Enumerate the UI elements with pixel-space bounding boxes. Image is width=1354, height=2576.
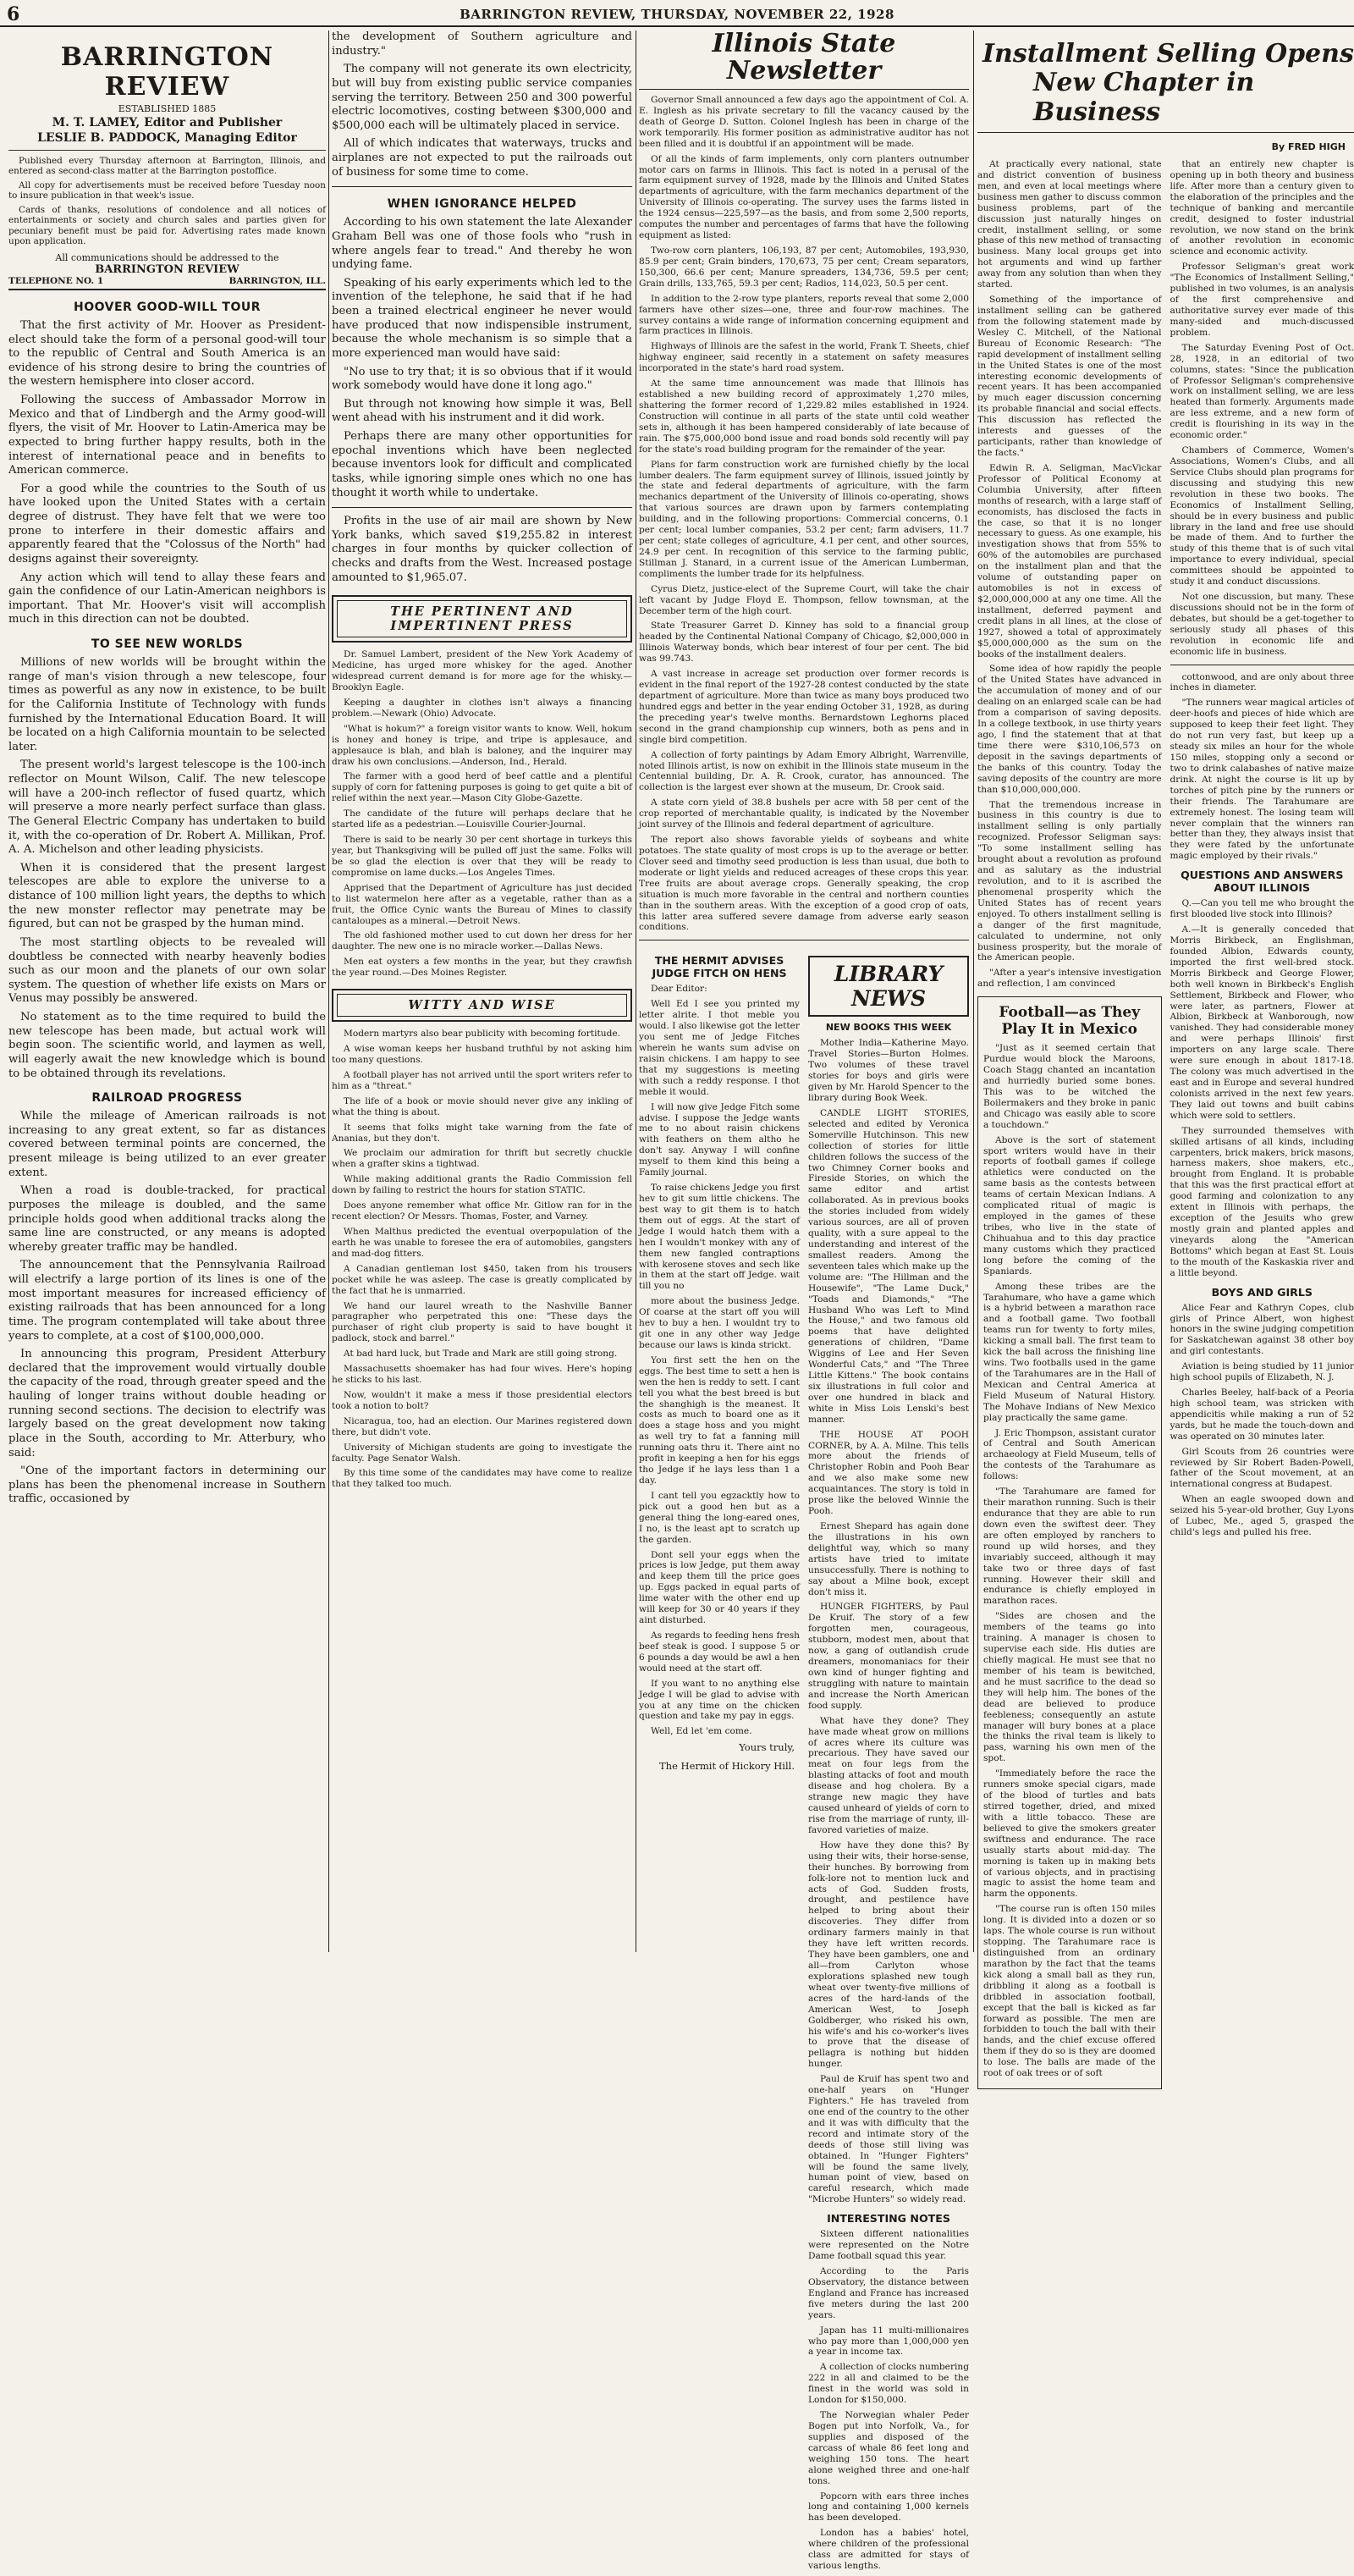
paragraph: But through not knowing how simple it was, Bell went ahead with his instrument and it did work.: [332, 398, 632, 426]
masthead-telephone-row: [8, 276, 326, 290]
mexico-football-box: [977, 996, 1162, 2089]
running-head: [0, 3, 1354, 27]
paragraph: "Immediately before the race the runners smoke special cigars, made of the blood of turtles and bats stirred together, dried, and mixed with a little tobacco. These are believed to give the smokers greater swiftness and endurance. The race usually starts about mid-day. The morning is taken up in making bets of various objects, and in practising magic to assist the home team and harm the opponents.: [983, 1768, 1156, 1900]
paragraph: Charles Beeley, half-back of a Peoria high school team, was stricken with appendicitis while making a run of 52 yards, but he made the touch-down and was operated on 30 minutes later.: [1170, 1387, 1354, 1442]
article-new-worlds: [8, 656, 326, 1081]
paragraph: A vast increase in acreage set production over former records is evident in the final report of the 1927-28 contest conducted by the state department of agriculture. More than twice as many boys produced two hundred eggs and better in the year ending October 31, 1928, as during the preceding year's twelve months. Bernardstown Leghorns placed second in the grand championship cup winners, both as pens and in single bird competition.: [639, 669, 969, 745]
paragraph: Perhaps there are many other opportunities for epochal inventions which have been neglected because inventors look for difficult and complicated tasks, while ignoring simple ones which no one has thought it worth while to undertake.: [332, 430, 632, 500]
paragraph: "Just as it seemed certain that Purdue would block the Maroons, Coach Stagg chanted an incantation and hurriedly buried some bones. This was to be witched the Boilermakers and they broke in panic and Chicago was easily able to score a touchdown.": [983, 1043, 1156, 1130]
column-1: [8, 30, 326, 1952]
article-heading: BOYS AND GIRLS: [1170, 1286, 1354, 1299]
library-news-heading: LIBRARY NEWS: [808, 956, 969, 1017]
quip: It seems that folks might take warning from the fate of Ananias, but they don't.: [332, 1123, 632, 1145]
article-heading: RAILROAD PROGRESS: [8, 1091, 326, 1105]
masthead-note: All copy for advertisements must be received before Tuesday noon to insure publication in that week's issue.: [8, 180, 326, 201]
library-subheading: NEW BOOKS THIS WEEK: [808, 1022, 969, 1033]
page-number: 6: [7, 3, 19, 25]
newsletter-title: Illinois State: [639, 30, 969, 58]
column-4: [977, 30, 1354, 1952]
paragraph: The Saturday Evening Post of Oct. 28, 1928, in an editorial of two columns, states: "Since the publication of Professor Seligman's comprehensive work on installment selling, we are less heated than formerly. Arguments made are less extreme, and a new form of credit is flourishing in its way in the economic order.": [1170, 343, 1354, 441]
quip: University of Michigan students are going to investigate the faculty. Page Senator Walsh.: [332, 1442, 632, 1465]
letter-signature: The Hermit of Hickory Hill.: [644, 1760, 795, 1772]
paragraph: The most startling objects to be revealed will doubtless be connected with nearby heavenly bodies such as our moon and the planets of our own solar system. The question of whether life exists on Mars or Venus may possibly be answered.: [8, 936, 326, 1007]
paragraph: What have they done? They have made wheat grow on millions of acres where its culture was precarious. They have saved our meat on four legs from the blasting attacks of foot and mouth disease and hog cholera. By a strange new magic they have caused unheard of yields of corn to rise from the marriage of runty, ill-favored varieties of maize.: [808, 1716, 969, 1836]
quip: The candidate of the future will perhaps declare that he started life as a pedestrian.—Louisville Courier-Journal.: [332, 808, 632, 830]
article-ignorance: [332, 216, 632, 500]
box-title: Football—as They Play It in Mexico: [983, 1004, 1156, 1038]
paragraph: Cyrus Dietz, justice-elect of the Supreme Court, will take the chair left vacant by Judge Floyd E. Thompson, fellow townsman, at the December term of the high court.: [639, 584, 969, 617]
quip: The old fashioned mother used to cut down her dress for her daughter. The new one is no miracle worker.—Dallas News.: [332, 930, 632, 952]
quip: Apprised that the Department of Agriculture has just decided to list watermelon here after as a vegetable, rather than as a fruit, the Office Cynic wants the Bureau of Mines to classify cantaloupes as a mineral.—Detroit News.: [332, 883, 632, 927]
paragraph: State Treasurer Garret D. Kinney has sold to a financial group headed by the Continental National Company of Chicago, $2,000,000 in Illinois Waterway bonds, which bear interest of four per cent. The bid was 99.743.: [639, 621, 969, 665]
paragraph: While the mileage of American railroads is not increasing to any great extent, so far as distances covered between terminal points are concerned, the present mileage is being utilized to an ever greater extent.: [8, 1110, 326, 1180]
installment-left: [977, 159, 1162, 2096]
quip: Keeping a daughter in clothes isn't always a financing problem.—Newark (Ohio) Advocate.: [332, 698, 632, 720]
paragraph: To raise chickens Jedge you first hev to git sum little chickens. The best way to git them is to hatch them out of eggs. At the start of Jedge I would hatch them with a hen I wouldn't monkey with any of them new fangled contraptions with kerosene stoves and sech like in them at the start off Jedge. wait till you no: [639, 1183, 800, 1292]
paragraph: Well, Ed let 'em come.: [639, 1726, 800, 1737]
paragraph: I will now give Jedge Fitch some advise. I suppose the Jedge wants me to no about raisin chickens with feathers on them altho he don't say. Anyway I will confine myself to them kind this being a Family journal.: [639, 1102, 800, 1178]
quip: There is said to be nearly 30 per cent shortage in turkeys this year, but Thanksgiving will be pulled off just the same. Folks will be so glad the election is over that they will be ready to compromise on lame ducks.—Los Angeles Times.: [332, 835, 632, 879]
paragraph: "The runners wear magical articles of deer-hoofs and pieces of hide which are supposed to keep their feet light. They do not run very fast, but keep up a steady six miles an hour for the whole 150 miles, stopping only a second or two to drink calabashes of native maize drink. At night the course is lit up by torches of pitch pine by the runners or their friends. The Tarahumare are extremely honest. The losing team will never complain that the winners ran better than they, they always insist that they were fated by the unfortunate magic employed by their rivals.": [1170, 698, 1354, 862]
quip: Men eat oysters a few months in the year, but they crawfish the year round.—Des Moines Register.: [332, 957, 632, 979]
divider: [332, 507, 632, 508]
quip: The farmer with a good herd of beef cattle and a plentiful supply of corn for fattening purposes is going to get quite a bit of relief within the next year.—Mason City Globe-Gazette.: [332, 771, 632, 804]
article-heading: WHEN IGNORANCE HELPED: [332, 197, 632, 211]
paragraph: Something of the importance of installment selling can be gathered from the following statement made by Wesley C. Mitchell, of the National Bureau of Economic Research: "The rapid development of installment selling in the United States is one of the most interesting economic developments of recent years. It has been accompanied by much eager discussion concerning its probable financial and social effects. This discussion has reflected the interests and guesses of the participants, rather than knowledge of the facts.": [977, 295, 1162, 459]
article-railroad-continued: [332, 30, 632, 179]
paragraph: A state corn yield of 38.8 bushels per acre with 58 per cent of the crop reported of merchantable quality, is indicated by the November joint survey of the Illinois and federal department of agriculture.: [639, 797, 969, 830]
column-2: [332, 30, 632, 1952]
paragraph: Paul de Kruif has spent two and one-half years on "Hunger Fighters." He has traveled from one end of the country to the other and it was with difficulty that the record and intimate story of the deeds of those still living was obtained. In "Hunger Fighters" will be found the same lively, human point of view, based on careful research, which made "Microbe Hunters" so widely read.: [808, 2074, 969, 2205]
paragraph: Chambers of Commerce, Women's Associations, Women's Clubs, and all Service Clubs should plan programs for discussing and studying this new revolution in these two books. The Economics of Installment Selling, should be in every business and public library in the land and free use should be made of them. And to further the study of this theme that is of such vital importance to every individual, special committees should be appointed to study it and conduct discussions.: [1170, 445, 1354, 587]
quip: By this time some of the candidates may have come to realize that they talked too much.: [332, 1468, 632, 1490]
paragraph: A collection of forty paintings by Adam Emory Albright, Warrenville, noted Illinois artist, is now on exhibit in the Illinois state museum in the Centennial building, Dr. A. R. Crook, curator, has announced. The collection is the largest ever shown at the museum, Dr. Crook said.: [639, 750, 969, 794]
paragraph: Any action which will tend to allay these fears and gain the confidence of our Latin-American neighbors is important. That Mr. Hoover's visit will accomplish much in this direction can not be doubted.: [8, 571, 326, 628]
paragraph: the development of Southern agriculture and industry.": [332, 30, 632, 58]
paragraph: According to the Paris Observatory, the distance between England and France has increased five meters during the last 200 years.: [808, 2266, 969, 2321]
newsletter-header: [639, 30, 969, 90]
masthead-editor: M. T. LAMEY, Editor and Publisher: [52, 116, 283, 130]
paragraph: The Norwegian whaler Peder Bogen put into Norfolk, Va., for supplies and disposed of the carcass of whale 86 feet long and weighing 150 tons. The heart alone weighed three and one-half tons.: [808, 2410, 969, 2486]
paragraph: more about the business Jedge. Of coarse at the start off you will hev to buy a hen. I wouldnt try to git one in any other way Jedge because our laws is kinda strickt.: [639, 1296, 800, 1351]
masthead-established: ESTABLISHED 1885: [8, 103, 326, 114]
quip: Does anyone remember what office Mr. Gitlow ran for in the recent election? Or Messrs. Thomas, Foster, and Varney.: [332, 1200, 632, 1222]
article-heading: INTERESTING NOTES: [808, 2212, 969, 2225]
quip: A football player has not arrived until the sport writers refer to him as a "threat.": [332, 1070, 632, 1092]
paragraph: Above is the sort of statement sport writers would have in their reports of football games if college athletics were conducted on the same basis as the contests between teams of certain Mexican Indians. A complicated ritual of magic is employed in the games of these tribes, who live in the state of Chihuahua and to this day practice many customs which they practiced long before the coming of the Spaniards.: [983, 1135, 1156, 1277]
byline: By FRED HIGH: [977, 141, 1346, 152]
installment-body: [977, 159, 1354, 2096]
headline: New Chapter in Business: [1033, 69, 1354, 127]
masthead-address: [8, 252, 326, 276]
article-heading: HOOVER GOOD-WILL TOUR: [8, 301, 326, 314]
paragraph: I cant tell you egzacktly how to pick out a good hen but as a general thing the long-eared ones, I no, is the least apt to scratch up the garden.: [639, 1491, 800, 1546]
paragraph: The report also shows favorable yields of soybeans and white potatoes. The state quality of most crops is up to the average or better. Clover seed and timothy seed production is less than usual, due both to moderate or light yields and reduced acreages of these crops this year. Tree fruits are about average crops. Generally speaking, the crop situation is much more favorable in the central and northern counties than in the southern areas. With the exception of a good crop of oats, this latter area suffered severe damage from adverse early season conditions.: [639, 835, 969, 933]
section-box-heading: [332, 989, 632, 1022]
paragraph: THE HOUSE AT POOH CORNER, by A. A. Milne. This tells more about the friends of Christopher Robin and Pooh Bear and we also make some new acquaintances. The story is told in prose like the beloved Winnie the Pooh.: [808, 1430, 969, 1517]
paragraph: Q.—Can you tell me who brought the first blooded live stock into Illinois?: [1170, 898, 1354, 920]
quip: A wise woman keeps her husband truthful by not asking him too many questions.: [332, 1044, 632, 1066]
paragraph: Millions of new worlds will be brought within the range of man's vision through a new telescope, four times as powerful as any now in existence, to be built for the California Institute of Technology with funds furnished by the International Education Board. It will be located on a high California mountain to be selected later.: [8, 656, 326, 754]
paragraph: When a road is double-tracked, for practical purposes the mileage is doubled, and the same principle holds good when additional tracks along the same line are constructed, or any means is adopted whereby greater traffic may be handled.: [8, 1184, 326, 1255]
paragraph: "After a year's intensive investigation and reflection, I am convinced: [977, 968, 1162, 990]
masthead-managing-editor: LESLIE B. PADDOCK, Managing Editor: [37, 131, 297, 145]
quip: Nicaragua, too, had an election. Our Marines registered down there, but didn't vote.: [332, 1416, 632, 1438]
paragraph: A collection of clocks numbering 222 in all and claimed to be the finest in the world was sold in London for $150,000.: [808, 2362, 969, 2406]
paragraph: Speaking of his early experiments which led to the invention of the telephone, he said that if he had been a trained electrical engineer he never would have produced that now indispensible instrument, because the whole mechanism is so simple that a more experienced man would have said:: [332, 277, 632, 361]
paragraph: "One of the important factors in determining our plans has been the phenomenal increase in Southern traffic, occasioned by: [8, 1465, 326, 1507]
quip: "What is hokum?" a foreign visitor wants to know. Well, hokum is honey and honey is tripe, and tripe is applesauce, and applesauce is blah, and blah is baloney, and the inquirer may draw his own conclusions.—Anderson, Ind., Herald.: [332, 724, 632, 768]
paragraph: The company will not generate its own electricity, but will buy from existing public service companies serving the territory. Between 250 and 300 powerful electric locomotives, costing between $300,000 and $500,000 each will be ultimately placed in service.: [332, 63, 632, 133]
paragraph: HUNGER FIGHTERS, by Paul De Kruif. The story of a few forgotten men, courageous, stubborn, modest men, about that now, a gang of outlandish crude dreamers, monomaniacs for their own kind of hunger fighting and struggling with nature to maintain and increase the North American food supply.: [808, 1602, 969, 1711]
paragraph: When an eagle swooped down and seized his 5-year-old brother, Guy Lyons of Lubec, Me., aged 5, grasped the child's legs and pulled his free.: [1170, 1494, 1354, 1538]
quip: Massachusetts shoemaker has had four wives. Here's hoping he sticks to his last.: [332, 1364, 632, 1386]
article-heading: QUESTIONS AND ANSWERS ABOUT ILLINOIS: [1170, 869, 1354, 894]
city: BARRINGTON, ILL.: [229, 276, 326, 286]
installment-header: [977, 39, 1354, 133]
paragraph: The announcement that the Pennsylvania Railroad will electrify a large portion of its lines is one of the most important measures for increased efficiency of existing railroads that has been announced for a long time. The program contemplated will take about three years to complete, at a cost of $100,000,000.: [8, 1259, 326, 1343]
paragraph: Well Ed I see you printed my letter alrite. I thot meble you would. I also likewise got the letter you sent me of Jedge Fitches wherein he wants sum advise on raisin chickens. I am happy to see that my suggestions is meeting with such a reddy response. I thot meble it would.: [639, 999, 800, 1097]
quip: Now, wouldn't it make a mess if those presidential electors took a notion to bolt?: [332, 1390, 632, 1412]
paragraph: J. Eric Thompson, assistant curator of Central and South American archaeology at Field Museum, tells of the contests of the Tarahumare as follows:: [983, 1428, 1156, 1483]
paragraph: As regards to feeding hens fresh beef steak is good. I suppose 5 or 6 pounds a day would be awl a hen would need at the start off.: [639, 1630, 800, 1674]
newsletter-body: [639, 95, 969, 933]
paragraph: that an entirely new chapter is opening up in both theory and business life. After more than a century given to the elaboration of the principles and the technique of banking and mercantile credit, designed to foster industrial revolution, we now stand on the brink of another revolution in economic science and economic activity.: [1170, 159, 1354, 257]
masthead: [8, 42, 326, 151]
paragraph: Some idea of how rapidly the people of the United States have advanced in the accumulation of money and of our dealing on an enlarged scale can be had from a comparison of saving deposits. In a college textbook, in use thirty years ago, I find the statement that at that time there were $310,106,573 on deposit in the savings departments of the banks of this country. Today the saving deposits of the country are more than $10,000,000,000.: [977, 664, 1162, 795]
paragraph: That the first activity of Mr. Hoover as President-elect should take the form of a personal good-will tour to the republic of Central and South America is an evidence of his strong desire to bring the countries of the western hemisphere into closer accord.: [8, 319, 326, 389]
installment-right: [1170, 159, 1354, 2096]
paragraph: "No use to try that; it is so obvious that if it would work somebody would have done it long ago.": [332, 366, 632, 394]
paragraph: Governor Small announced a few days ago the appointment of Col. A. E. Inglesh as his private secretary to fill the vacancy caused by the death of George D. Sutton. Colonel Inglesh has been in charge of the work temporarily. His former position as administrative auditor has not been filled and it is doubtful if an appointment will be made.: [639, 95, 969, 150]
paragraph: Edwin R. A. Seligman, MacVickar Professor of Political Economy at Columbia University, after fifteen months of research, with a large staff of economists, has disclosed the facts in the case, so that it is no longer necessary to guess. As one example, his investigation shows that from 55% to 60% of the automobiles are purchased on the installment plan and that the volume of outstanding paper on automobiles is not in excess of $2,000,000,000 at any one time. All the installment, deferred payment and credit plans in all lines, at the close of 1927, showed a total of approximately $5,000,000,000 as the sum on the books of the installment dealers.: [977, 463, 1162, 660]
paragraph: Highways of Illinois are the safest in the world, Frank T. Sheets, chief highway engineer, said recently in a statement on safety measures incorporated in the state's hard road system.: [639, 341, 969, 374]
paragraph: In announcing this program, President Atterbury declared that the improvement would virtually double the capacity of the road, through greater speed and the hauling of longer trains without double heading or running second sections. The decision to electrify was largely based on the great development now taking place in the South, according to Mr. Atterbury, who said:: [8, 1348, 326, 1460]
pertinent-press-items: [332, 649, 632, 979]
column-3: [639, 30, 969, 1952]
paragraph: Professor Seligman's great work "The Economics of Installment Selling," published in two volumes, is an analysis of the first comprehensive and authoritative survey ever made of this many-sided and much-discussed problem.: [1170, 262, 1354, 338]
column-rule: [973, 30, 974, 1952]
paragraph: According to his own statement the late Alexander Graham Bell was one of those fools who "rush in where angels fear to tread." And thereby he won undying fame.: [332, 216, 632, 273]
paragraph: A.—It is generally conceded that Morris Birkbeck, an Englishman, founded Albion, Edwards county, imported the first well-bred stock. Morris Birkbeck and George Flower, both well known in Birkbeck's English Settlement, Birkbeck and Flower, who were later, as partners, Flower at Albion, Birkbeck at Wanborough, now vanished. They had considerable money and were perhaps Illinois' first importers on any large scale. There were sure enough in about 1817-18. The colony was much advertised in the east and in Europe and several hundred colonists arrived in the next few years. They laid out towns and built cabins which were sold to settlers.: [1170, 924, 1354, 1122]
headline: Installment Selling Opens: [982, 39, 1354, 69]
section-title: WITTY AND WISE: [337, 994, 627, 1017]
paragraph: At the same time announcement was made that Illinois has established a new building record of approximately 1,270 miles, shattering the former record of 1,229.82 miles established in 1924. Construction will continue in all parts of the state until cold weather sets in, although it has been hampered considerably of late because of rain. The $75,000,000 bond issue and road bonds sold recently will pay for the state's road building program for the remainder of the year.: [639, 378, 969, 455]
masthead-note: Cards of thanks, resolutions of condolence and all notices of entertainments or society and church sales and parties given for pecuniary benefit must be paid for. Advertising rates made known upon application.: [8, 205, 326, 247]
paragraph: Among these tribes are the Tarahumare, who have a game which is a hybrid between a marathon race and a football game. Two football teams run for twenty to forty miles, kicking a small ball. The first team to kick the ball across the finishing line wins. Two footballs used in the game of the Tarahumares are in the Hall of Mexican and Central America at Field Museum of Natural History. The Mohave Indians of New Mexico play practically the same game.: [983, 1282, 1156, 1424]
witty-wise-items: [332, 1029, 632, 1490]
paragraph: Japan has 11 multi-millionaires who pay more than 1,000,000 yen a year in income tax.: [808, 2325, 969, 2358]
article-hoover: [8, 319, 326, 627]
quip: Modern martyrs also bear publicity with becoming fortitude.: [332, 1029, 632, 1040]
paragraph: Plans for farm construction work are furnished chiefly by the local lumber dealers. The farm equipment survey of Illinois, issued jointly by the state and federal departments of agriculture, with the farm mechanics department of the University of Illinois co-operating, shows that various sources are drawn upon by farmers contemplating building, and in the following proportions: Commercial concerns, 0.1 per cent; local lumber companies, 53.2 per cent; farm advisers, 11.7 per cent; state colleges of agriculture, 4.1 per cent, and other sources, 24.9 per cent. In recognition of this service to the farming public, Stillman J. Stanard, in a current issue of the American Lumberman, compliments the lumber trade for its helpfulness.: [639, 460, 969, 580]
paragraph: Profits in the use of air mail are shown by New York banks, which saved $19,255.82 in interest charges in four months by quicker collection of checks and drafts from the West. Increased postage amounted to $1,965.07.: [332, 515, 632, 585]
column-rule: [328, 30, 329, 1952]
paragraph: cottonwood, and are only about three inches in diameter.: [1170, 672, 1354, 694]
paragraph: Of all the kinds of farm implements, only corn planters outnumber motor cars on farms in Illinois. This fact is noted in a perusal of the farm equipment survey of 1928, made by the Illinois and United States departments of agriculture, with the farm mechanics department of the University of Illinois co-operating. The survey uses the farms listed in the 1924 census—225,597—as the basis, and from some 2,500 reports, computes the number and percentages of farms that have the following equipment as listed:: [639, 154, 969, 241]
paragraph: How have they done this? By using their wits, their horse-sense, their hunches. By borrowing from folk-lore not to mention luck and acts of God. Sudden frosts, drought, and pestilence have helped to bring about their discoveries. They differ from ordinary farmers mainly in that they have left written records. They have been gamblers, one and all—from Carlyton whose explorations splashed new tough wheat over twenty-five millions of acres of the hard-lands of the American West, to Joseph Goldberger, who risked his own, his wife's and his co-worker's lives to prove that the disease of pellagra is nothing but hidden hunger.: [808, 1840, 969, 2070]
section-title: THE PERTINENT AND IMPERTINENT PRESS: [337, 600, 627, 637]
quip: The life of a book or movie should never give any inkling of what the thing is about.: [332, 1096, 632, 1118]
paragraph: Not one discussion, but many. These discussions should not be in the form of debates, but should be a get-together to seriously study all phases of this revolution in economic life and economic life in business.: [1170, 592, 1354, 658]
quip: While making additional grants the Radio Commission fell down by failing to restrict the hours for station STATIC.: [332, 1174, 632, 1196]
paragraph: Ernest Shepard has again done the illustrations in his own delightful way, which so many artists have tried to imitate unsuccessfully. There is nothing to say about a Milne book, except don't miss it.: [808, 1521, 969, 1597]
paragraph: If you want to no anything else Jedge I will be glad to advise with you at any time on the chicken question and take my pay in eggs.: [639, 1679, 800, 1723]
paragraph: Dear Editor:: [639, 984, 800, 995]
masthead-note: Published every Thursday afternoon at Barrington, Illinois, and entered as second-class matter at the Barrington postoffice.: [8, 156, 326, 177]
article-heading: THE HERMIT ADVISES JUDGE FITCH ON HENS: [639, 954, 800, 979]
paragraph: Alice Fear and Kathryn Copes, club girls of Prince Albert, won highest honors in the swine judging competition for Saskatchewan against 38 other boy and girl contestants.: [1170, 1303, 1354, 1358]
paragraph: Mother India—Katherine Mayo. Travel Stories—Burton Holmes. Two volumes of these travel stories for boys and girls were given by Mr. Harold Spencer to the library during Book Week.: [808, 1038, 969, 1104]
telephone: TELEPHONE NO. 1: [8, 276, 103, 286]
paragraph: Aviation is being studied by 11 junior high school pupils of Elizabeth, N. J.: [1170, 1361, 1354, 1383]
paragraph: For a good while the countries to the South of us have looked upon the United States with a certain degree of distrust. They have felt that we were too prone to interfere in their domestic affairs and apparently feared that the "Colossus of the North" had designs against their sovereignty.: [8, 483, 326, 567]
paragraph: "Sides are chosen and the members of the teams go into training. A manager is chosen to supervise each side. His duties are chiefly magical. He must see that no member of his team is bewitched, and he must sacrifice to the dead so they will help him. The bones of the dead are believed to produce feebleness; consequently an astute manager will bury bones at a place the thinks the rival team is likely to pass, warning his own men of the spot.: [983, 1611, 1156, 1764]
address-line: All communications should be addressed to the: [55, 252, 278, 263]
quip: A Canadian gentleman lost $450, taken from his trousers pocket while he was asleep. The case is greatly complicated by the fact that he is unmarried.: [332, 1264, 632, 1297]
paragraph: Two-row corn planters, 106,193, 87 per cent; Automobiles, 193,930, 85.9 per cent; Grain binders, 170,673, 75 per cent; Cream separators, 150,300, 66.6 per cent; Manure spreaders, 134,736, 59.5 per cent; Grain drills, 133,765, 59.3 per cent; Radios, 114,023, 50.5 per cent.: [639, 245, 969, 290]
article-heading: TO SEE NEW WORLDS: [8, 637, 326, 651]
paragraph: Popcorn with ears three inches long and containing 1,000 kernels has been developed.: [808, 2491, 969, 2524]
paragraph: No statement as to the time required to build the new telescope has been made, but actual work will begin soon. The scientific world, and laymen as well, will eagerly await the new knowledge which is bound to be obtained through its revelations.: [8, 1011, 326, 1081]
quip: At bad hard luck, but Trade and Mark are still going strong.: [332, 1349, 632, 1360]
paragraph: The present world's largest telescope is the 100-inch reflector on Mount Wilson, Calif. The new telescope will have a 200-inch reflector of fused quartz, which will preserve a more nearly perfect surface than glass. The General Electric Company has undertaken to build it, with the co-operation of Dr. Robert A. Millikan, Prof. A. A. Michelson and other leading physicists.: [8, 758, 326, 857]
article-air-mail: [332, 515, 632, 585]
paragraph: London has a babies' hotel, where children of the professional class are admitted for stays of various lengths.: [808, 2528, 969, 2572]
quip: We hand our laurel wreath to the Nashville Banner paragrapher who perpetrated this one: "These days the purchaser of right club property is said to have bought it padlock, stock and barrel.": [332, 1301, 632, 1345]
paragraph: They surrounded themselves with skilled artisans of all kinds, including carpenters, brick makers, brick masons, harness makers, shoe makers, etc., brought from England. It is probable that this was the first practical effort at good farming and colonization to any extent in Illinois with perhaps, the exception of the Jesuits who grew mostly grain and planted apples and vineyards along the "American Bottoms" which began at East St. Louis to the mouth of the Kaskaskia river and a little beyond.: [1170, 1126, 1354, 1279]
paragraph: Sixteen different nationalities were represented on the Notre Dame football squad this year.: [808, 2229, 969, 2262]
paragraph: In addition to the 2-row type planters, reports reveal that some 2,000 farmers have other sizes—one, three and four-row machines. The survey contains a wide range of information concerning equipment and farm practices in Illinois.: [639, 294, 969, 338]
quip: We proclaim our admiration for thrift but secretly chuckle when a grafter skins a tightwad.: [332, 1148, 632, 1170]
article-railroad: [8, 1110, 326, 1507]
divider: [332, 186, 632, 187]
section-box-heading: [332, 595, 632, 643]
masthead-title: BARRINGTON REVIEW: [8, 42, 326, 102]
paragraph: Dont sell your eggs when the prices is low Jedge, put them away and keep them till the price goes up. Eggs packed in equal parts of lime water with the other end up will keep for 30 or 40 years if they aint disturbed.: [639, 1550, 800, 1626]
newsletter-title: Newsletter: [639, 58, 969, 85]
paragraph: All of which indicates that waterways, trucks and airplanes are not expected to put the railroads out of business for some time to come.: [332, 137, 632, 179]
paragraph: Girl Scouts from 26 countries were reviewed by Sir Robert Baden-Powell, father of the Scout movement, at an international congress at Budapest.: [1170, 1447, 1354, 1491]
paragraph: "The course run is often 150 miles long. It is divided into a dozen or so laps. The whole course is run without stopping. The Tarahumare race is distinguished from an ordinary marathon by the fact that the teams kick along a small ball as they run, dribbling it along as a football is dribbled in association football, except that the ball is kicked as far forward as possible. The men are forbidden to touch the ball with their hands, and the chief excuse offered them if they do so is they are doomed to lose. The balls are made of the root of oak trees or of soft: [983, 1904, 1156, 2079]
paragraph: You first sett the hen on the eggs. The best time to sett a hen is wen the hen is reddy to sett. I cant tell you what the best breed is but the shanghigh is the meanest. It costs as much to board one as it does a stage hoss and you might as well try to fat a fanning mill running oats thru it. There aint no profit in keeping a hen for his eggs tho Jedge if he lays less than 1 a day.: [639, 1355, 800, 1487]
quip: Dr. Samuel Lambert, president of the New York Academy of Medicine, has urged more whiskey for the aged. Another widespread current demand is for more age for the whisky.—Brooklyn Eagle.: [332, 649, 632, 693]
library-column: [808, 947, 969, 2576]
quip: When Malthus predicted the eventual overpopulation of the earth he was unable to foresee the era of automobiles, gangsters and mad-dog fitters.: [332, 1227, 632, 1260]
address-name: BARRINGTON REVIEW: [8, 263, 326, 276]
paragraph: At practically every national, state and district convention of business men, and even at local meetings where business men gather to discuss common business problems, part of the discussion just naturally hinges on credit, installment selling, or some phase of this new method of transacting business. Many local groups get into hot arguments and wind up farther away from any solution than when they started.: [977, 159, 1162, 290]
letter-closing: Yours truly,: [644, 1741, 795, 1753]
column-3-split: [639, 947, 969, 2576]
running-head-text: BARRINGTON REVIEW, THURSDAY, NOVEMBER 22, 1928: [0, 7, 1354, 22]
paragraph: "The Tarahumare are famed for their marathon running. Such is their endurance that they are able to run down even the swiftest deer. They are often employed by ranchers to round up wild horses, and they invariably succeed, although it may take two or three days of fast running. However their skill and endurance is chiefly employed in marathon races.: [983, 1487, 1156, 1607]
paragraph: That the tremendous increase in business in this country is due to installment selling is only partially recognized. Professor Seligman says: "To some installment selling has brought about a revolution as profound and as salutary as the industrial revolution, and to it is ascribed the phenomenal prosperity which the United States has of recent years enjoyed. To others installment selling is a danger of the first magnitude, calculated to undermine, not only business prosperity, but the morale of the American people.: [977, 800, 1162, 964]
hermit-column: [639, 947, 800, 2576]
paragraph: When it is considered that the present largest telescopes are able to explore the universe to a distance of 100 million light years, the depths to which the new monster reflector may penetrate may be figured, but can not be grasped by the human mind.: [8, 862, 326, 932]
paragraph: Following the success of Ambassador Morrow in Mexico and that of Lindbergh and the Army good-will flyers, the visit of Mr. Hoover to Latin-America may be expected to bring further happy results, both in the interest of international peace and in benefits to American commerce.: [8, 394, 326, 478]
paragraph: CANDLE LIGHT STORIES, selected and edited by Veronica Somerville Hutchinson. This new collection of stories for little children follows the success of the two Chimney Corner books and Fireside Stories, on which the same editor and artist collaborated. As in previous books the stories included from widely various sources, are all of proven quality, with a sure appeal to the understanding and interest of the smallest readers. Among the seventeen tales which make up the volume are: "The Hillman and the Housewife", "The Lame Duck," "Toads and Diamonds," "The Husband Who was Left to Mind the House," and two famous old poems that have delighted generations of children, "Dame Wiggins of Lee and Her Seven Wonderful Cats," and "The Three Little Kittens." The book contains six illustrations in full color and over one hundred in black and white in Miss Lois Lenski's best manner.: [808, 1108, 969, 1426]
